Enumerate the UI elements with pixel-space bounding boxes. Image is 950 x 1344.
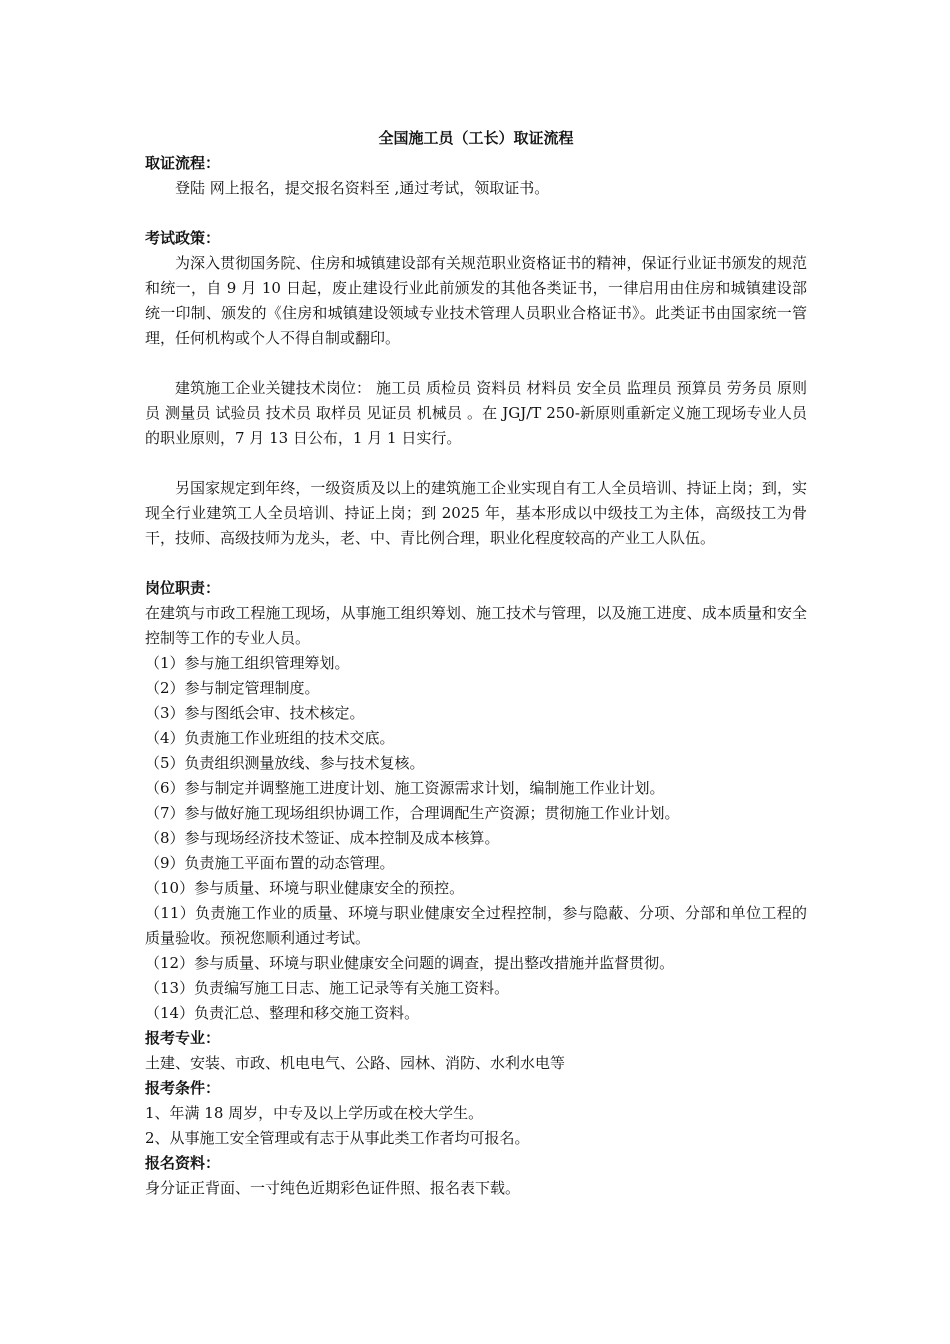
list-item: （6）参与制定并调整施工进度计划、施工资源需求计划，编制施工作业计划。 — [145, 779, 665, 797]
document-title: 全国施工员（工长）取证流程 — [378, 129, 574, 147]
policy-paragraph-1: 为深入贯彻国务院、住房和城镇建设部有关规范职业资格证书的精神，保证行业证书颁发的规范和统一，自 9 月 10 日起，废止建设行业此前颁发的其他各类证书，一律启用由住房和城镇建设部统一印制、颁发的《住房和城镇建设领域专业技术管理人员职业合格证书》。此类证书由国家统一管理，任何机构或个人不得自制或翻印。 — [145, 254, 807, 347]
condition-item: 2、从事施工安全管理或有志于从事此类工作者均可报名。 — [145, 1129, 530, 1147]
process-text: 登陆 网上报名，提交报名资料至 ,通过考试，领取证书。 — [175, 179, 550, 197]
duties-intro: 在建筑与市政工程施工现场，从事施工组织筹划、施工技术与管理，以及施工进度、成本质量和安全控制等工作的专业人员。 — [145, 604, 807, 647]
list-item: （8）参与现场经济技术签证、成本控制及成本核算。 — [145, 829, 500, 847]
policy-section — [145, 226, 807, 551]
list-item: （13）负责编写施工日志、施工记录等有关施工资料。 — [145, 979, 510, 997]
conditions-heading: 报考条件： — [145, 1079, 221, 1097]
policy-paragraph-3: 另国家规定到年终，一级资质及以上的建筑施工企业实现自有工人全员培训、持证上岗；到，实现全行业建筑工人全员培训、持证上岗；到 2025 年，基本形成以中级技工为主体，高级技工为骨干，技师、高级技师为龙头，老、中、青比例合理，职业化程度较高的产业工人队伍。 — [145, 479, 807, 547]
majors-heading: 报考专业： — [145, 1029, 221, 1047]
process-section — [145, 151, 807, 201]
list-item: （1）参与施工组织管理筹划。 — [145, 654, 350, 672]
policy-paragraph-2: 建筑施工企业关键技术岗位： 施工员 质检员 资料员 材料员 安全员 监理员 预算员 劳务员 原则员 测量员 试验员 技术员 取样员 见证员 机械员 。在 JGJ/T 250-新原则重新定义施工现场专业人员的职业原则，7 月 13 日公布，1 月 1 日实行。 — [145, 379, 807, 447]
list-item: （10）参与质量、环境与职业健康安全的预控。 — [145, 879, 465, 897]
document-page — [145, 126, 807, 1201]
duties-list — [145, 651, 807, 1026]
list-item: （14）负责汇总、整理和移交施工资料。 — [145, 1004, 420, 1022]
policy-heading: 考试政策： — [145, 229, 221, 247]
spacer — [145, 451, 807, 476]
materials-text: 身分证正背面、一寸纯色近期彩色证件照、报名表下载。 — [145, 1179, 521, 1197]
spacer — [145, 201, 807, 226]
materials-heading: 报名资料： — [145, 1154, 221, 1172]
list-item: （3）参与图纸会审、技术核定。 — [145, 704, 365, 722]
spacer — [145, 551, 807, 576]
materials-section — [145, 1151, 807, 1201]
duties-section — [145, 576, 807, 1026]
list-item: （12）参与质量、环境与职业健康安全问题的调查，提出整改措施并监督贯彻。 — [145, 954, 675, 972]
list-item: （2）参与制定管理制度。 — [145, 679, 320, 697]
list-item: （9）负责施工平面布置的动态管理。 — [145, 854, 395, 872]
conditions-section — [145, 1076, 807, 1151]
condition-item: 1、年满 18 周岁，中专及以上学历或在校大学生。 — [145, 1104, 484, 1122]
majors-section — [145, 1026, 807, 1076]
process-heading: 取证流程： — [145, 154, 221, 172]
list-item: （7）参与做好施工现场组织协调工作，合理调配生产资源；贯彻施工作业计划。 — [145, 804, 680, 822]
list-item: （4）负责施工作业班组的技术交底。 — [145, 729, 395, 747]
list-item: （5）负责组织测量放线、参与技术复核。 — [145, 754, 425, 772]
spacer — [145, 351, 807, 376]
majors-text: 土建、安装、市政、机电电气、公路、园林、消防、水利水电等 — [145, 1054, 566, 1072]
list-item: （11）负责施工作业的质量、环境与职业健康安全过程控制，参与隐蔽、分项、分部和单位工程的质量验收。预祝您顺利通过考试。 — [145, 904, 807, 947]
duties-heading: 岗位职责： — [145, 579, 221, 597]
